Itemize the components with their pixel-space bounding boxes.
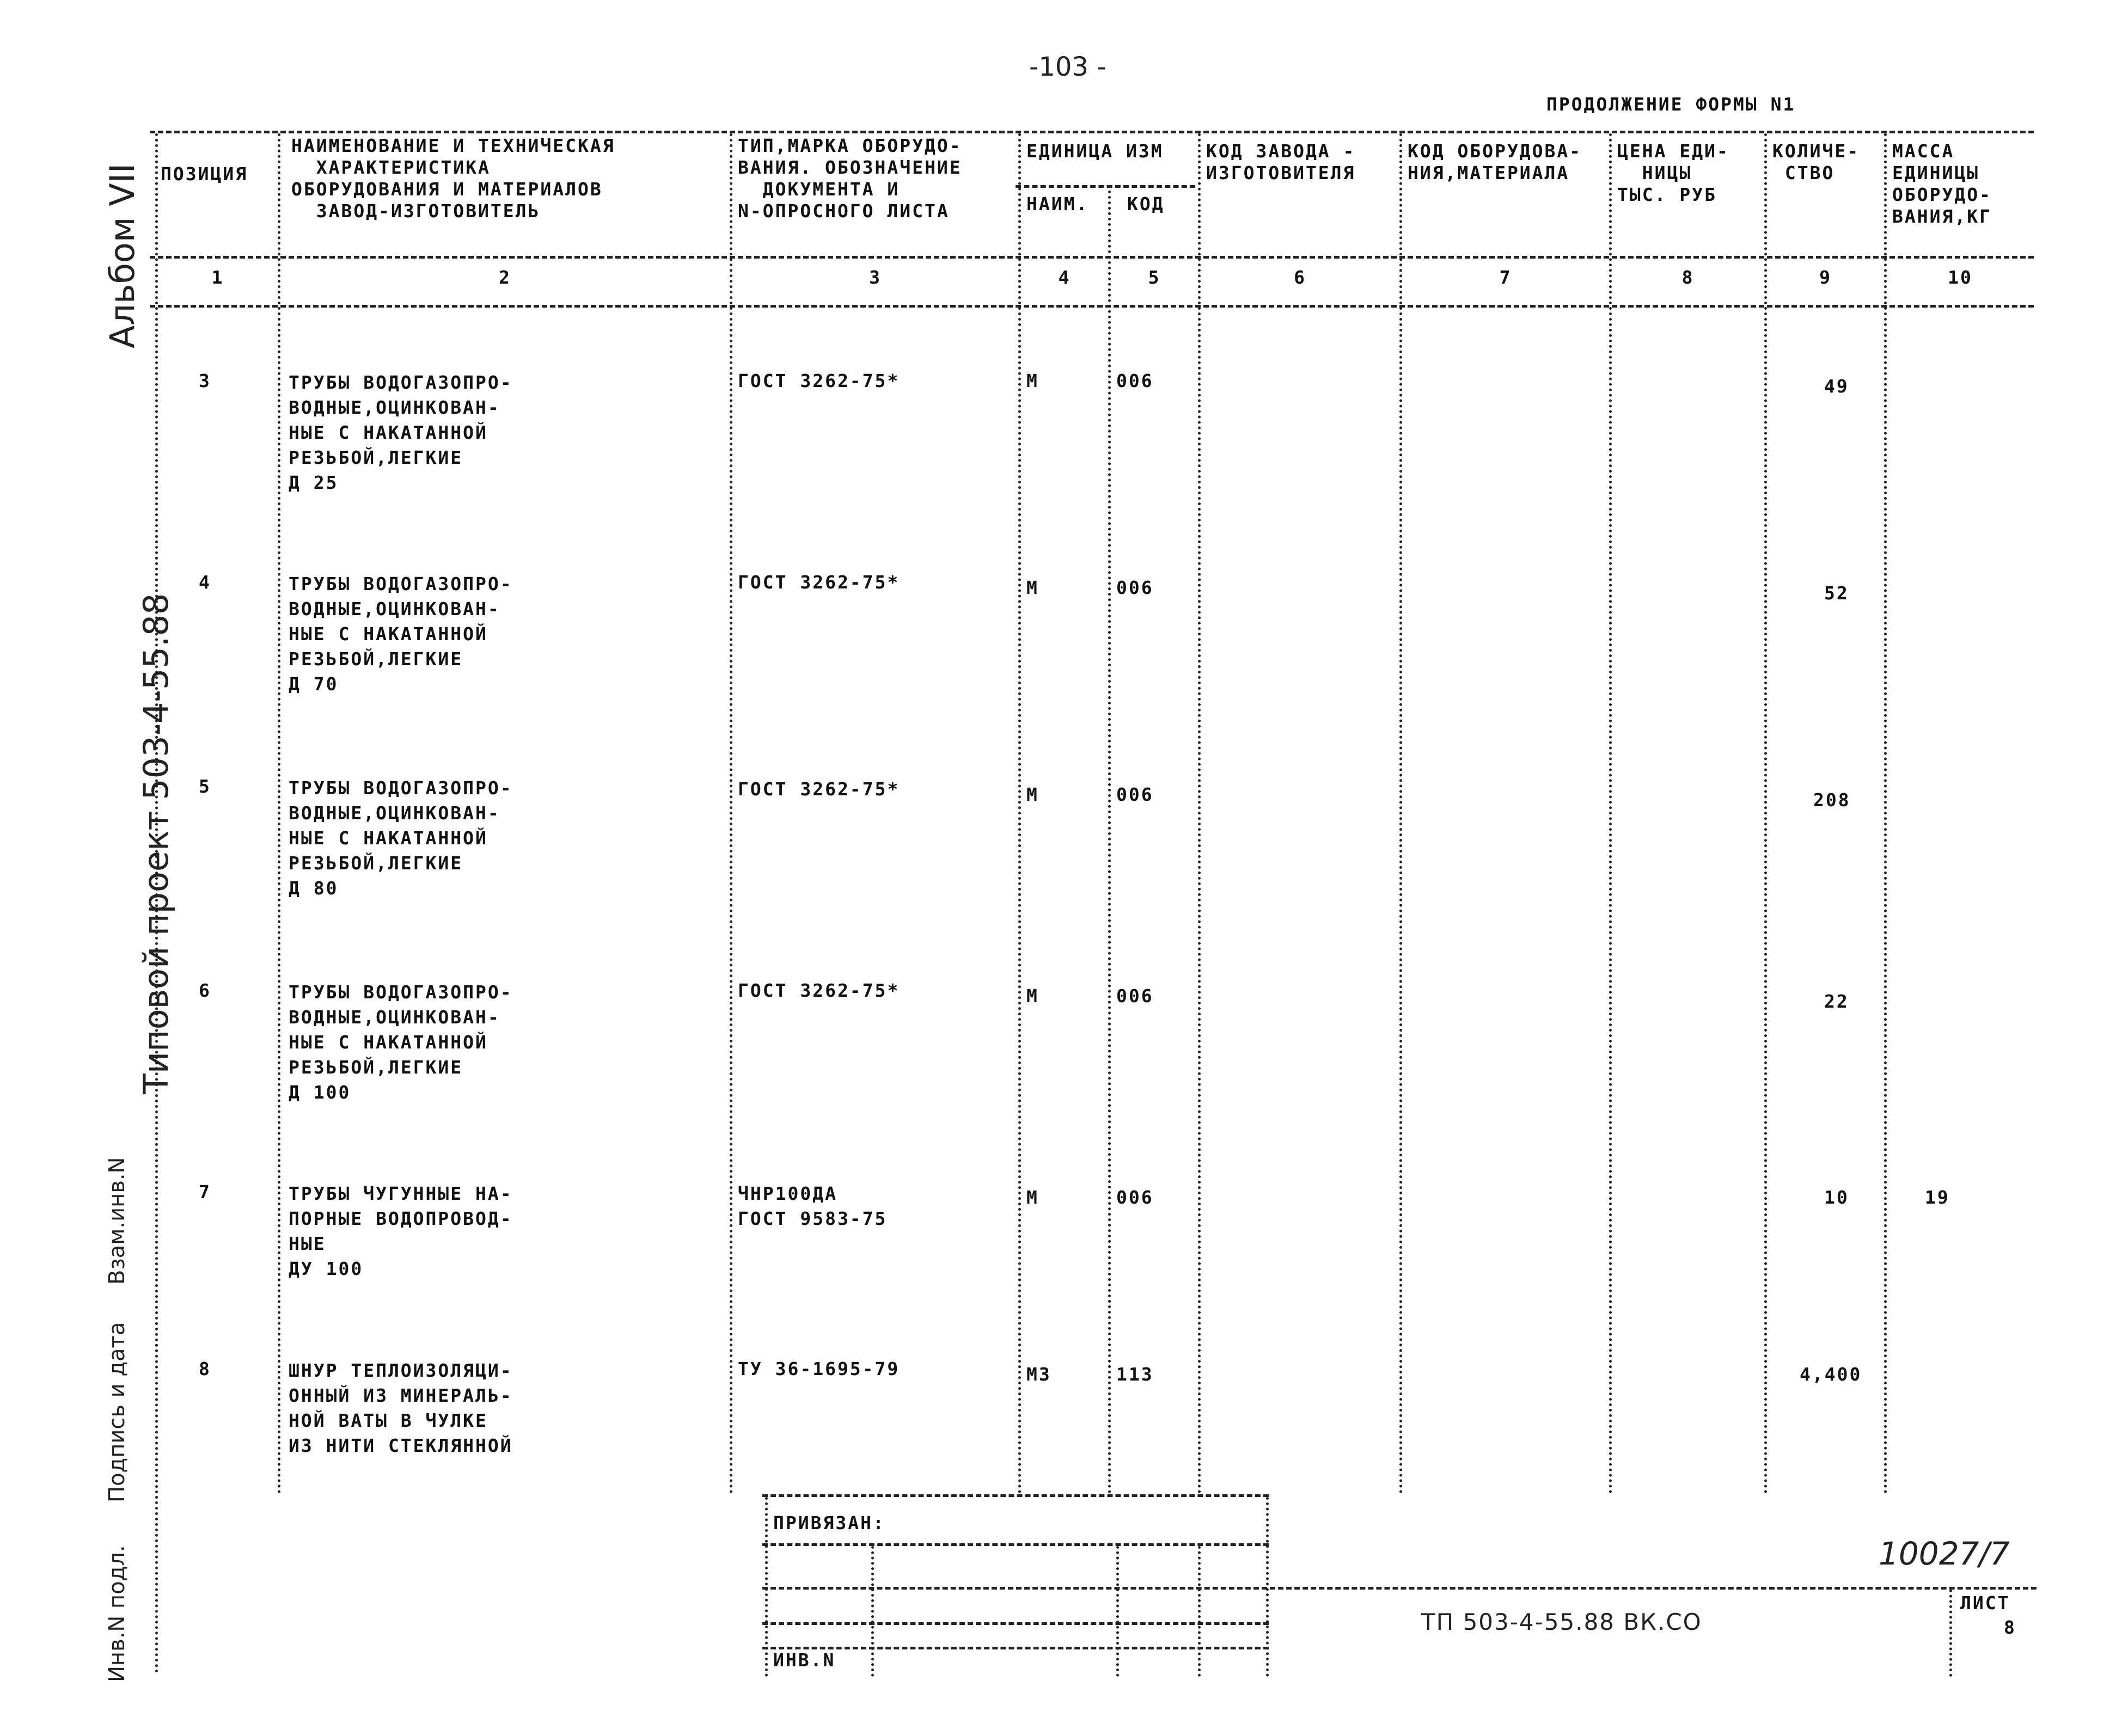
unit-split-rule	[1016, 185, 1195, 188]
row-5-name: ТРУБЫ ВОДОГАЗОПРО- ВОДНЫЕ,ОЦИНКОВАН- НЫЕ С НАКАТАННОЙ РЕЗЬБОЙ,ЛЕГКИЕ Д 80	[289, 777, 513, 899]
row-5-type: ГОСТ 3262-75*	[738, 778, 900, 800]
row-8-quantity: 4,400	[1800, 1364, 1862, 1385]
stamp-sheet-number: 8	[2004, 1617, 2016, 1638]
row-4-code: 006	[1116, 577, 1154, 598]
header-position: ПОЗИЦИЯ	[161, 163, 248, 185]
header-factory-code: КОД ЗАВОДА - ИЗГОТОВИТЕЛЯ	[1206, 140, 1356, 183]
row-4-type: ГОСТ 3262-75*	[738, 572, 900, 593]
row-7-quantity: 10	[1824, 1187, 1849, 1208]
row-3-position: 3	[199, 370, 211, 391]
row-7-unit: М	[1026, 1187, 1039, 1208]
col-number-7: 7	[1499, 267, 1512, 288]
stamp-rule-3	[762, 1587, 2037, 1590]
row-7-type: ЧНР100ДА ГОСТ 9583-75	[738, 1183, 888, 1229]
page-number: -103 -	[1029, 52, 1106, 82]
stamp-inv-field: ИНВ.N	[773, 1649, 836, 1671]
col-sep-4	[1108, 185, 1111, 1494]
row-7-code: 006	[1116, 1187, 1154, 1208]
row-6-type: ГОСТ 3262-75*	[738, 980, 900, 1001]
col-sep-6	[1399, 133, 1402, 1494]
album-label: Альбом VII	[102, 163, 142, 348]
col-number-8: 8	[1681, 267, 1695, 288]
row-7-name: ТРУБЫ ЧУГУННЫЕ НА- ПОРНЫЕ ВОДОПРОВОД- НЫЕ ДУ 100	[289, 1183, 513, 1279]
col-number-3: 3	[869, 267, 882, 288]
stamp-rule-4	[762, 1622, 1269, 1625]
col-number-1: 1	[211, 267, 224, 288]
header-top-rule	[150, 131, 2034, 133]
project-label: Типовой проект 503-4-55.88	[136, 593, 176, 1094]
row-5-unit: М	[1026, 784, 1039, 805]
stamp-sign-label: Подпись и дата	[105, 1322, 130, 1502]
stamp-sep-1	[765, 1497, 768, 1677]
col-number-2: 2	[499, 267, 511, 288]
row-6-name: ТРУБЫ ВОДОГАЗОПРО- ВОДНЫЕ,ОЦИНКОВАН- НЫЕ С НАКАТАННОЙ РЕЗЬБОЙ,ЛЕГКИЕ Д 100	[289, 982, 513, 1103]
stamp-doc-code: ТП 503-4-55.88 ВК.СО	[1421, 1609, 1702, 1635]
stamp-rule-5	[762, 1647, 1269, 1649]
row-6-code: 006	[1116, 985, 1154, 1007]
header-type: ТИП,МАРКА ОБОРУДО- ВАНИЯ. ОБОЗНАЧЕНИЕ ДОКУМЕНТА И N-ОПРОСНОГО ЛИСТА	[738, 135, 962, 222]
header-bottom-rule	[150, 256, 2034, 259]
header-unit: ЕДИНИЦА ИЗМ	[1026, 140, 1164, 162]
row-3-code: 006	[1116, 370, 1154, 391]
row-4-quantity: 52	[1824, 582, 1849, 604]
row-4-unit: М	[1026, 577, 1039, 598]
stamp-inv-label: Инв.N подл.	[105, 1545, 130, 1682]
header-mass: МАССА ЕДИНИЦЫ ОБОРУДО- ВАНИЯ,КГ	[1892, 140, 1992, 227]
row-3-type: ГОСТ 3262-75*	[738, 370, 900, 391]
row-6-position: 6	[199, 980, 211, 1001]
row-3-quantity: 49	[1824, 376, 1849, 397]
row-8-unit: М3	[1026, 1364, 1051, 1385]
stamp-handwritten-note: 10027/7	[1879, 1535, 2010, 1572]
row-7-mass: 19	[1925, 1187, 1950, 1208]
header-equipment-code: КОД ОБОРУДОВА- НИЯ,МАТЕРИАЛА	[1408, 140, 1582, 183]
row-5-code: 006	[1116, 784, 1154, 805]
stamp-sheet-label: ЛИСТ	[1960, 1592, 2010, 1614]
col-sep-0	[155, 133, 158, 1674]
stamp-sep-5	[1266, 1497, 1269, 1677]
row-8-type: ТУ 36-1695-79	[738, 1358, 900, 1379]
stamp-sep-4	[1198, 1546, 1201, 1677]
header-name: НАИМЕНОВАНИЕ И ТЕХНИЧЕСКАЯ ХАРАКТЕРИСТИКА ОБОРУДОВАНИЯ И МАТЕРИАЛОВ ЗАВОД-ИЗГОТОВИТЕЛЬ	[291, 135, 615, 222]
col-number-5: 5	[1148, 267, 1161, 288]
row-8-position: 8	[199, 1358, 211, 1379]
col-number-4: 4	[1058, 267, 1071, 288]
row-3-unit: М	[1026, 370, 1039, 391]
col-sep-2	[730, 133, 732, 1494]
header-unit-name: НАИМ.	[1026, 193, 1089, 214]
col-number-9: 9	[1819, 267, 1832, 288]
continuation-label: ПРОДОЛЖЕНИЕ ФОРМЫ N1	[1546, 94, 1796, 115]
stamp-bound-label: ПРИВЯЗАН:	[773, 1512, 885, 1533]
row-5-position: 5	[199, 776, 211, 797]
col-sep-3	[1018, 133, 1021, 1494]
stamp-replace-label: Взам.инв.N	[105, 1157, 130, 1285]
colnum-bottom-rule	[150, 305, 2034, 308]
stamp-sep-3	[1116, 1546, 1119, 1677]
stamp-rule-2	[762, 1543, 1269, 1546]
col-sep-5	[1198, 133, 1201, 1494]
header-price: ЦЕНА ЕДИ- НИЦЫ ТЫС. РУБ	[1617, 140, 1729, 205]
row-8-code: 113	[1116, 1364, 1154, 1385]
row-8-name: ШНУР ТЕПЛОИЗОЛЯЦИ- ОННЫЙ ИЗ МИНЕРАЛЬ- НОЙ ВАТЫ В ЧУЛКЕ ИЗ НИТИ СТЕКЛЯННОЙ	[289, 1360, 513, 1456]
header-unit-code: КОД	[1127, 193, 1165, 214]
row-5-quantity: 208	[1813, 789, 1851, 811]
col-number-6: 6	[1294, 267, 1306, 288]
row-4-position: 4	[199, 572, 211, 593]
stamp-sep-sheet	[1949, 1590, 1952, 1677]
row-6-unit: М	[1026, 985, 1039, 1007]
col-number-10: 10	[1948, 267, 1973, 288]
header-quantity: КОЛИЧЕ- СТВО	[1772, 140, 1860, 183]
col-sep-1	[278, 133, 280, 1494]
row-7-position: 7	[199, 1181, 211, 1203]
row-6-quantity: 22	[1824, 991, 1849, 1012]
row-3-name: ТРУБЫ ВОДОГАЗОПРО- ВОДНЫЕ,ОЦИНКОВАН- НЫЕ С НАКАТАННОЙ РЕЗЬБОЙ,ЛЕГКИЕ Д 25	[289, 372, 513, 493]
stamp-sep-2	[871, 1546, 874, 1677]
stamp-top-rule	[762, 1494, 1269, 1497]
col-sep-9	[1884, 133, 1887, 1494]
col-sep-7	[1609, 133, 1612, 1494]
row-4-name: ТРУБЫ ВОДОГАЗОПРО- ВОДНЫЕ,ОЦИНКОВАН- НЫЕ С НАКАТАННОЙ РЕЗЬБОЙ,ЛЕГКИЕ Д 70	[289, 573, 513, 695]
col-sep-8	[1764, 133, 1767, 1494]
